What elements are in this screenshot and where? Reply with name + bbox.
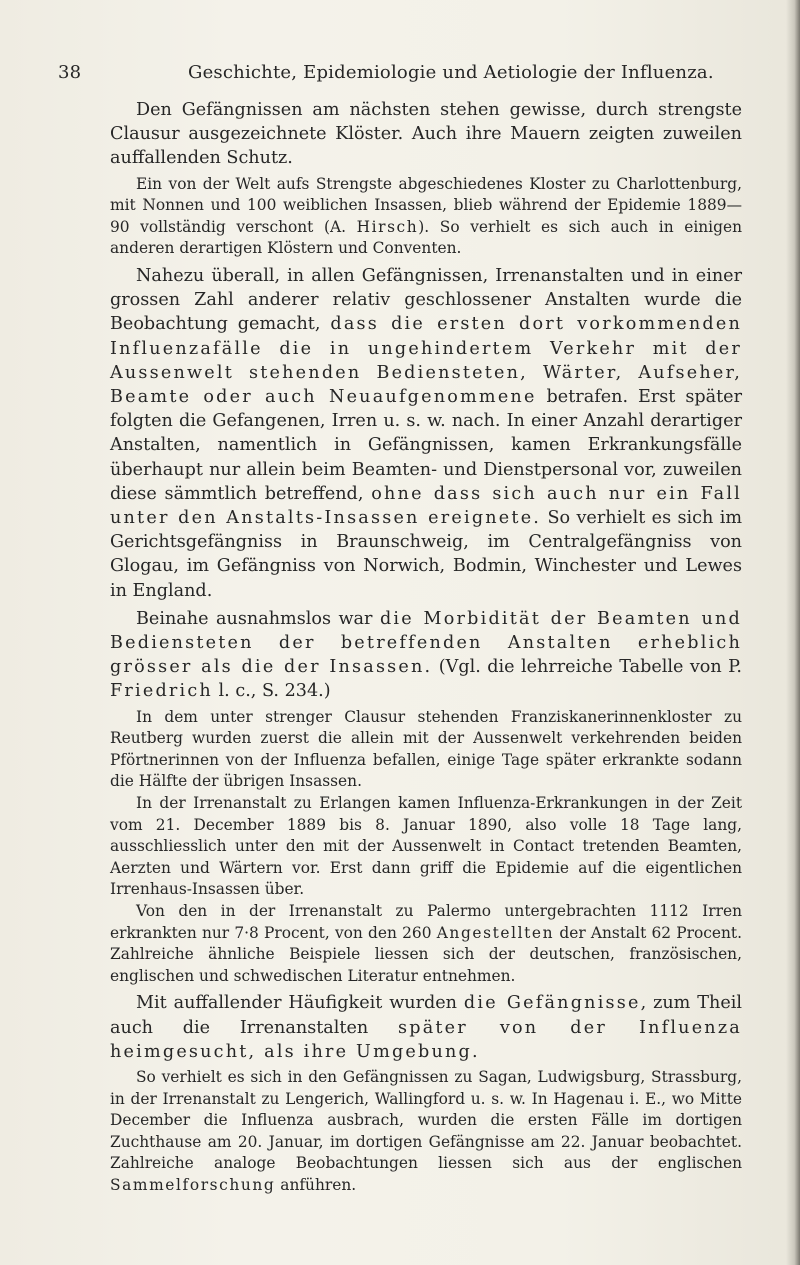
paragraph-text: (Vgl. die lehrreiche Tabelle von P. xyxy=(432,657,742,678)
paragraph-text: betrafen. Erst später folgten die Gefangenen, Irren u. s. w. nach. In einer Anzahl derartiger Anstalten, namentlich in Gefängnissen, kamen Erkrankungsfälle überhaupt nur allein beim Beamten- und Dienstpersonal vor, zuweilen diese sämmtlich betreffend, xyxy=(110,387,742,504)
emphasized-text: Angestellten xyxy=(436,923,555,942)
page-header xyxy=(58,62,760,86)
paragraph-text: So verhielt es sich im Gerichtsgefängniss in Braunschweig, im Centralgefängniss von Glogau, im Gefängniss von Norwich, Bodmin, Winchester und Lewes in England. xyxy=(110,508,743,601)
page-edge-shadow xyxy=(786,0,800,1265)
paragraph-text: Mit auffallender Häufigkeit wurden xyxy=(136,993,464,1014)
paragraph-text: l. c., S. 234.) xyxy=(212,681,331,702)
page-number: 38 xyxy=(58,62,82,83)
paragraph-monasteries xyxy=(110,98,742,171)
paragraph-text: Beinahe ausnahmslos war xyxy=(136,608,380,629)
paragraph-sagan xyxy=(110,1067,742,1197)
paragraph-text: In dem unter strenger Clausur stehenden Franziskanerinnenkloster zu Reutberg wurden zuerst die allein mit der Aussenwelt verkehrenden beiden Pförtnerinnen von der Influenza befallen, einige Tage später erkrankte sodann die Hälfte der übrigen Insassen. xyxy=(110,707,742,791)
paragraph-morbidity xyxy=(110,607,742,704)
paragraph-reutberg xyxy=(110,707,742,793)
paragraph-text: , zum Theil auch die Irrenanstalten xyxy=(110,993,742,1038)
author-name: Hirsch xyxy=(356,217,419,236)
paragraph-text: Nahezu überall, in allen Gefängnissen, Irrenanstalten und in einer grossen Zahl anderer relativ geschlossener Anstalten wurde die Beobachtung gemacht, xyxy=(110,265,742,335)
paragraph-text: ). So verhielt es sich auch in einigen anderen derartigen Klöstern und Conventen. xyxy=(110,217,742,258)
paragraph-text: der Anstalt 62 Procent. Zahlreiche ähnliche Beispiele liessen sich der deutschen, französischen, englischen und schwedischen Literatur entnehmen. xyxy=(110,923,742,985)
paragraph-text: So verhielt es sich in den Gefängnissen zu Sagan, Ludwigsburg, Strassburg, in der Irrenanstalt zu Lengerich, Wallingford u. s. w. In Hagenau i. E., wo Mitte December die Influenza ausbrach, wurden die ersten Fälle im dortigen Zuchthause am 20. Januar, im dortigen Gefängnisse am 22. Januar beobachtet. Zahlreiche analoge Beobachtungen liessen sich aus der englischen xyxy=(110,1067,742,1173)
paragraph-text: In der Irrenanstalt zu Erlangen kamen Influenza-Erkrankungen in der Zeit vom 21. December 1889 bis 8. Januar 1890, also volle 18 Tage lang, ausschliesslich unter den mit der Aussenwelt in Contact tretenden Beamten, Aerzten und Wärtern vor. Erst dann griff die Epidemie auf die eigentlichen Irrenhaus-Insassen über. xyxy=(110,794,742,899)
body-text xyxy=(110,98,742,1197)
paragraph-text: Den Gefängnissen am nächsten stehen gewisse, durch strengste Clausur ausgezeichnete Klöster. Auch ihre Mauern zeigten zuweilen auffallenden Schutz. xyxy=(110,100,742,169)
emphasized-text: die Morbidität der Beamten und Bediensteten der betreffenden Anstalten erheblich grösser als die der Insassen. xyxy=(110,608,743,678)
paragraph-prisons-later xyxy=(110,991,742,1064)
paragraph-charlottenburg xyxy=(110,174,742,260)
paragraph-observation xyxy=(110,264,742,603)
paragraph-text: Ein von der Welt aufs Strengste abgeschiedenes Kloster zu Charlottenburg, mit Nonnen und 100 weiblichen Insassen, blieb während der Epidemie 1889—90 vollständig verschont (A. xyxy=(110,174,742,236)
paragraph-text: Von den in der Irrenanstalt zu Palermo untergebrachten 1112 Irren erkrankten nur 7·8 Procent, von den 260 xyxy=(110,901,742,942)
author-name: Friedrich xyxy=(110,681,213,702)
emphasized-text: ohne dass sich auch nur ein Fall unter den Anstalts-Insassen ereignete. xyxy=(110,483,743,529)
emphasized-text: Sammelforschung xyxy=(110,1175,276,1194)
emphasized-text: die Gefängnisse xyxy=(463,993,641,1014)
paragraph-erlangen xyxy=(110,793,742,901)
paragraph-text: anführen. xyxy=(275,1175,357,1194)
emphasized-text: später von der Influenza heimgesucht, als ihre Umgebung. xyxy=(110,1017,742,1062)
running-title: Geschichte, Epidemiologie und Aetiologie der Influenza. xyxy=(188,62,714,83)
paragraph-palermo xyxy=(110,901,742,987)
emphasized-text: dass die ersten dort vorkommenden Influenzafälle die in ungehindertem Verkehr mit der Aussenwelt stehenden Bediensteten, Wärter, Aufseher, Beamte oder auch Neuaufgenommene xyxy=(110,314,743,407)
